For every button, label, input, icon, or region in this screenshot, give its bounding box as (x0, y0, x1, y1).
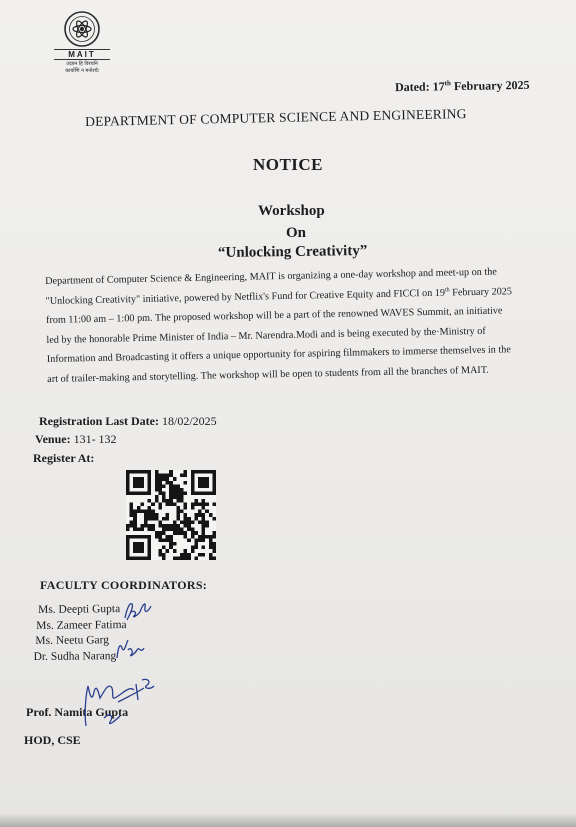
faculty-member: Ms. Zameer Fatima (36, 618, 127, 632)
registration-value: 18/02/2025 (161, 414, 217, 428)
signatory-designation: HOD, CSE (24, 733, 81, 747)
faculty-list (33, 602, 127, 665)
signatory-name: Prof. Namita Gupta (26, 705, 129, 719)
notice-date (395, 78, 530, 95)
body-line: from 11:00 am – 1:00 pm. The proposed workshop will be a part of the renowned WAVES Summit, an initiative (45, 305, 503, 326)
institute-logo (54, 10, 110, 74)
date-day-suffix: th (444, 79, 451, 88)
event-line2: On (286, 225, 307, 241)
body-line: Department of Computer Science & Engineering, MAIT is organizing a one-day workshop and meet-up on the (45, 266, 497, 287)
venue-label: Venue: (35, 432, 71, 446)
faculty-member: Ms. Neetu Garg (35, 634, 110, 647)
venue-value: 131- 132 (73, 432, 117, 446)
registration-label: Registration Last Date: (39, 414, 159, 428)
logo-motto-line2: कार्याणि न मनोरथैः (65, 68, 99, 74)
body-line: "Unlocking Creativity" initiative, powered by Netflix's Fund for Creative Equity and FICCI on 19th February 2025 (45, 285, 513, 307)
date-month-year: February 2025 (453, 77, 530, 94)
body-line: led by the honorable Prime Minister of India – Mr. Narendra.Modi and is being executed by the·Ministry of (46, 325, 486, 346)
department-heading: DEPARTMENT OF COMPUTER SCIENCE AND ENGINEERING (85, 106, 467, 129)
body-line: Information and Broadcasting it offers a unique opportunity for aspiring filmmakers to immerse themselves in the (46, 344, 511, 365)
qr-code-icon[interactable] (125, 470, 217, 560)
venue (35, 432, 117, 447)
register-at-label: Register At: (33, 451, 95, 465)
logo-motto-line1: उदयन हि विरचनि (66, 61, 98, 67)
date-label: Dated: (394, 79, 430, 95)
date-day: 17 (432, 79, 445, 94)
signature-deepti-icon (122, 598, 156, 624)
event-line1: Workshop (258, 203, 325, 219)
faculty-member: Ms. Deepti Gupta (38, 603, 121, 616)
event-topic: “Unlocking Creativity” (217, 242, 368, 262)
logo-name: MAIT (54, 49, 110, 60)
mait-emblem-icon (63, 10, 101, 48)
notice-title: NOTICE (252, 155, 324, 174)
body-line: art of trailer-making and storytelling. The workshop will be open to students from all the branches of MAIT. (47, 364, 489, 385)
notice-body (45, 261, 557, 389)
faculty-heading: FACULTY COORDINATORS: (40, 578, 208, 592)
registration-deadline (39, 414, 217, 429)
hod-signature-icon (74, 672, 166, 732)
faculty-member: Dr. Sudha Narang (33, 649, 117, 663)
